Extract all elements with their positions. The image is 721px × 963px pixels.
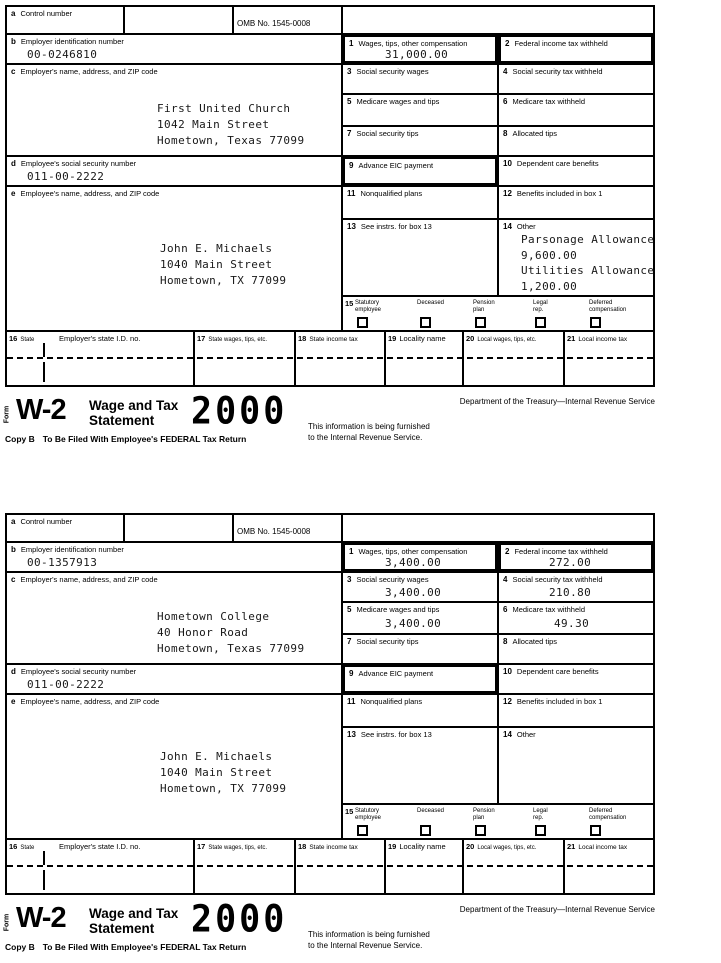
divider (384, 840, 386, 893)
box-d-label: d Employee's social security number (11, 667, 137, 676)
divider (232, 7, 234, 33)
omb-number: OMB No. 1545-0008 (237, 19, 311, 28)
ein-value: 00-0246810 (27, 48, 98, 61)
form-footer (5, 895, 655, 957)
employee-address (160, 241, 286, 289)
box-14-other (497, 218, 655, 297)
pension-plan-label: Pension plan (473, 808, 495, 821)
employee-city: Hometown, TX 77099 (160, 274, 287, 287)
box-10-dependent-care (497, 663, 655, 695)
divider (123, 515, 125, 541)
box-a-letter: a (11, 517, 16, 526)
box-2-federal-tax (497, 33, 655, 65)
divider (563, 332, 565, 385)
divider (123, 7, 125, 33)
box-15-status (341, 295, 655, 332)
box-6-medicare-tax (497, 601, 655, 635)
box-18-label: 18 State income tax (298, 334, 358, 343)
deceased-checkbox[interactable] (420, 317, 431, 328)
box-e-employee (5, 185, 343, 332)
employer-name: First United Church (157, 102, 291, 115)
divider (294, 840, 296, 893)
box-1-value: 31,000.00 (385, 48, 449, 61)
box-d-ssn (5, 155, 343, 187)
state-tick (43, 362, 45, 382)
form-word: Form (3, 405, 11, 424)
legal-rep-checkbox[interactable] (535, 317, 546, 328)
box-14-label: 14 Other (503, 730, 536, 739)
box-6-label: 6 Medicare tax withheld (503, 97, 585, 106)
box-14-label: 14 Other (503, 222, 536, 231)
box-7-label: 7 Social security tips (347, 637, 419, 646)
box-1-value: 3,400.00 (385, 556, 442, 569)
box-17-label: 17 State wages, tips, etc. (197, 334, 268, 343)
employer-city: Hometown, Texas 77099 (157, 134, 305, 147)
state-local-row (5, 838, 655, 895)
employee-address (160, 749, 286, 797)
box-4-label: 4 Social security tax withheld (503, 575, 603, 584)
box-3-ss-wages (341, 63, 499, 95)
box-7-ss-tips (341, 125, 499, 157)
box-14-line: 9,600.00 (521, 248, 578, 262)
box-a-label: a Control number (11, 9, 73, 18)
box-c-employer (5, 63, 343, 157)
box-d-label: d Employee's social security number (11, 159, 137, 168)
deceased-label: Deceased (417, 808, 445, 814)
deferred-compensation-label: Deferred compensation (589, 300, 627, 313)
ssn-value: 011-00-2222 (27, 678, 105, 691)
box-1-label: 1 Wages, tips, other compensation (349, 547, 468, 556)
furnished-note: This information is being furnished to the Internal Revenue Service. (308, 422, 430, 442)
furnished-note: This information is being furnished to the Internal Revenue Service. (308, 930, 430, 950)
box-12-benefits (497, 693, 655, 728)
state-tick (43, 343, 45, 357)
deferred-compensation-checkbox[interactable] (590, 825, 601, 836)
box-1-wages (341, 541, 499, 573)
treasury-line: Department of the Treasury—Internal Revenue Service (459, 397, 655, 406)
box-a-letter: a (11, 9, 16, 18)
pension-plan-checkbox[interactable] (475, 825, 486, 836)
box-10-label: 10 Dependent care benefits (503, 667, 599, 676)
employee-name: John E. Michaels (160, 242, 273, 255)
box-7-label: 7 Social security tips (347, 129, 419, 138)
treasury-line: Department of the Treasury—Internal Revenue Service (459, 905, 655, 914)
statutory-employee-label: Statutory employee (355, 808, 382, 821)
box-20-label: 20 Local wages, tips, etc. (466, 842, 537, 851)
employer-street: 1042 Main Street (157, 118, 270, 131)
state-tick (43, 851, 45, 865)
box-15-status (341, 803, 655, 840)
box-3-label: 3 Social security wages (347, 575, 429, 584)
box-b-ein (5, 33, 343, 65)
tax-year: 2000 (191, 390, 288, 434)
box-15-number: 15 (345, 299, 354, 308)
form-title: Wage and Tax Statement (89, 398, 179, 428)
box-11-nonqualified (341, 693, 499, 728)
legal-rep-checkbox[interactable] (535, 825, 546, 836)
employer-name: Hometown College (157, 610, 270, 623)
box-5-label: 5 Medicare wages and tips (347, 97, 440, 106)
omb-number: OMB No. 1545-0008 (237, 527, 311, 536)
tax-year: 2000 (191, 898, 288, 942)
employer-street: 40 Honor Road (157, 626, 249, 639)
divider (193, 840, 195, 893)
divider (563, 840, 565, 893)
box-5-medicare-wages (341, 601, 499, 635)
w2-form-2 (5, 513, 655, 958)
copy-designation: Copy B To Be Filed With Employee's FEDERAL Tax Return (5, 434, 247, 444)
box-9-advance-eic (341, 663, 499, 695)
form-number: W-2 (16, 394, 66, 426)
box-5-value: 3,400.00 (385, 617, 442, 630)
box-c-label: c Employer's name, address, and ZIP code (11, 67, 158, 76)
box-11-nonqualified (341, 185, 499, 220)
ssn-value: 011-00-2222 (27, 170, 105, 183)
box-4-ss-tax (497, 63, 655, 95)
box-1-wages (341, 33, 499, 65)
box-7-ss-tips (341, 633, 499, 665)
box-8-allocated-tips (497, 633, 655, 665)
box-2-label: 2 Federal income tax withheld (505, 547, 608, 556)
ein-value: 00-1357913 (27, 556, 98, 569)
box-2-value: 272.00 (549, 556, 592, 569)
divider (462, 332, 464, 385)
box-2-federal-tax (497, 541, 655, 573)
copy-designation: Copy B To Be Filed With Employee's FEDERAL Tax Return (5, 942, 247, 952)
box-16-label2: Employer's state I.D. no. (59, 842, 141, 851)
box-11-label: 11 Nonqualified plans (347, 189, 423, 198)
statutory-employee-checkbox[interactable] (357, 825, 368, 836)
form-number: W-2 (16, 902, 66, 934)
box-c-label: c Employer's name, address, and ZIP code (11, 575, 158, 584)
deferred-compensation-label: Deferred compensation (589, 808, 627, 821)
box-6-medicare-tax (497, 93, 655, 127)
box-13-label: 13 See instrs. for box 13 (347, 730, 432, 739)
box-13-instrs (341, 218, 499, 297)
box-a-control-number (5, 5, 655, 35)
pension-plan-label: Pension plan (473, 300, 495, 313)
box-b-label: b Employer identification number (11, 545, 124, 554)
employer-address (157, 101, 304, 149)
divider (384, 332, 386, 385)
divider (232, 515, 234, 541)
box-13-instrs (341, 726, 499, 805)
box-12-label: 12 Benefits included in box 1 (503, 697, 603, 706)
box-8-label: 8 Allocated tips (503, 129, 558, 138)
box-14-value (521, 232, 654, 294)
statutory-employee-checkbox[interactable] (357, 317, 368, 328)
employer-address (157, 609, 304, 657)
box-5-label: 5 Medicare wages and tips (347, 605, 440, 614)
box-15-number: 15 (345, 807, 354, 816)
employee-street: 1040 Main Street (160, 258, 273, 271)
box-b-label: b Employer identification number (11, 37, 124, 46)
box-14-line: 1,200.00 (521, 279, 578, 293)
pension-plan-checkbox[interactable] (475, 317, 486, 328)
box-9-label: 9 Advance EIC payment (349, 669, 434, 678)
box-3-ss-wages (341, 571, 499, 603)
box-10-label: 10 Dependent care benefits (503, 159, 599, 168)
w2-form-1 (5, 5, 655, 450)
box-11-label: 11 Nonqualified plans (347, 697, 423, 706)
box-8-label: 8 Allocated tips (503, 637, 558, 646)
box-9-advance-eic (341, 155, 499, 187)
box-14-line: Parsonage Allowance (521, 233, 655, 246)
box-e-label: e Employee's name, address, and ZIP code (11, 697, 160, 706)
box-e-label: e Employee's name, address, and ZIP code (11, 189, 160, 198)
box-21-label: 21 Local income tax (567, 334, 628, 343)
box-c-employer (5, 571, 343, 665)
box-2-label: 2 Federal income tax withheld (505, 39, 608, 48)
box-17-label: 17 State wages, tips, etc. (197, 842, 268, 851)
box-8-allocated-tips (497, 125, 655, 157)
employee-city: Hometown, TX 77099 (160, 782, 287, 795)
box-21-label: 21 Local income tax (567, 842, 628, 851)
box-6-label: 6 Medicare tax withheld (503, 605, 585, 614)
box-18-label: 18 State income tax (298, 842, 358, 851)
legal-rep-label: Legal rep. (533, 808, 548, 821)
box-19-label: 19 Locality name (388, 842, 446, 851)
box-20-label: 20 Local wages, tips, etc. (466, 334, 537, 343)
statutory-employee-label: Statutory employee (355, 300, 382, 313)
employer-city: Hometown, Texas 77099 (157, 642, 305, 655)
box-9-label: 9 Advance EIC payment (349, 161, 434, 170)
box-10-dependent-care (497, 155, 655, 187)
divider (341, 515, 343, 541)
box-12-label: 12 Benefits included in box 1 (503, 189, 603, 198)
box-4-ss-tax (497, 571, 655, 603)
deceased-checkbox[interactable] (420, 825, 431, 836)
deferred-compensation-checkbox[interactable] (590, 317, 601, 328)
box-16-label: 16 State (9, 842, 35, 851)
box-4-label: 4 Social security tax withheld (503, 67, 603, 76)
legal-rep-label: Legal rep. (533, 300, 548, 313)
deceased-label: Deceased (417, 300, 445, 306)
box-16-label2: Employer's state I.D. no. (59, 334, 141, 343)
form-title: Wage and Tax Statement (89, 906, 179, 936)
box-b-ein (5, 541, 343, 573)
box-a-label: a Control number (11, 517, 73, 526)
box-13-label: 13 See instrs. for box 13 (347, 222, 432, 231)
box-5-medicare-wages (341, 93, 499, 127)
box-d-ssn (5, 663, 343, 695)
box-6-value: 49.30 (554, 617, 590, 630)
box-a-control-number (5, 513, 655, 543)
entry-rule (7, 357, 653, 359)
box-14-line: Utilities Allowance (521, 264, 655, 277)
box-12-benefits (497, 185, 655, 220)
box-1-label: 1 Wages, tips, other compensation (349, 39, 468, 48)
box-19-label: 19 Locality name (388, 334, 446, 343)
divider (294, 332, 296, 385)
form-footer (5, 387, 655, 449)
box-e-employee (5, 693, 343, 840)
box-3-label: 3 Social security wages (347, 67, 429, 76)
entry-rule (7, 865, 653, 867)
employee-name: John E. Michaels (160, 750, 273, 763)
divider (462, 840, 464, 893)
box-16-label: 16 State (9, 334, 35, 343)
box-3-value: 3,400.00 (385, 586, 442, 599)
box-14-other (497, 726, 655, 805)
employee-street: 1040 Main Street (160, 766, 273, 779)
state-tick (43, 870, 45, 890)
divider (341, 7, 343, 33)
box-4-value: 210.80 (549, 586, 592, 599)
form-word: Form (3, 913, 11, 932)
state-local-row (5, 330, 655, 387)
divider (193, 332, 195, 385)
